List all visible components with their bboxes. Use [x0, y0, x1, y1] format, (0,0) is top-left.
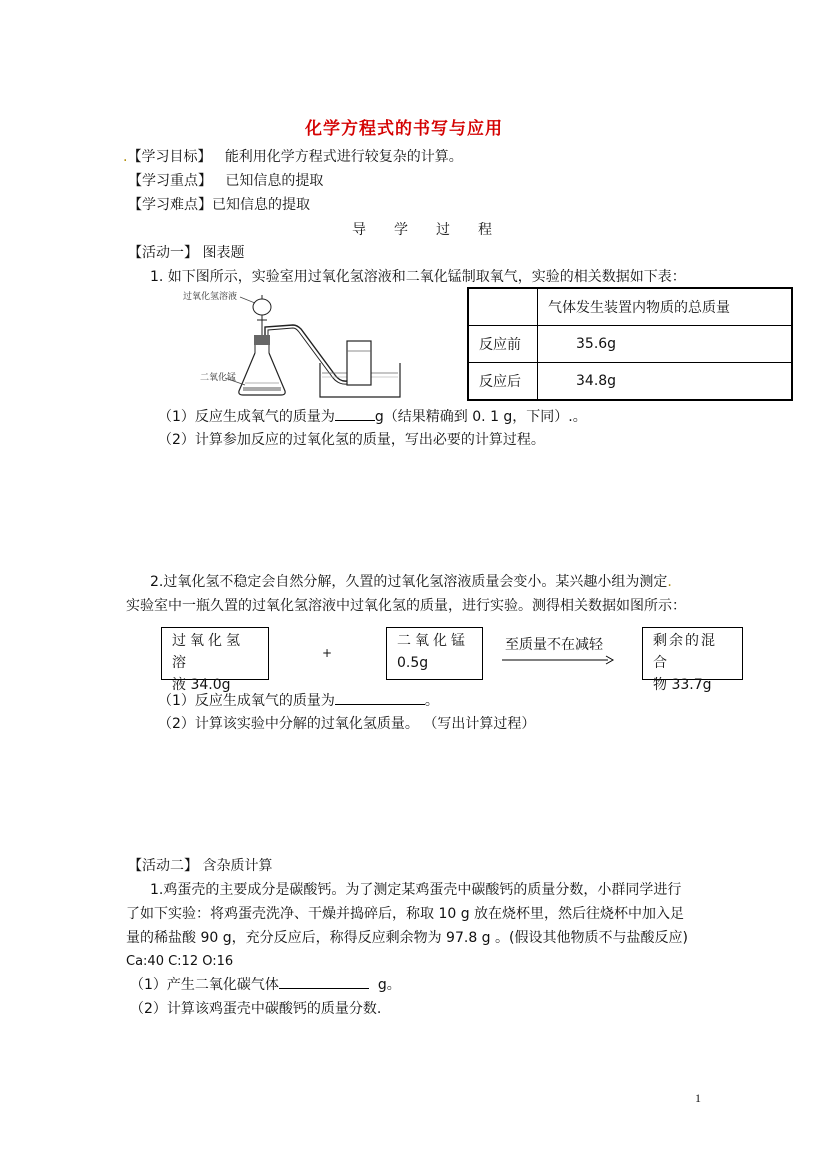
- activity1-q2-line1: 2.过氧化氢不稳定会自然分解，久置的过氧化氢溶液质量会变小。某兴趣小组为测定.: [150, 574, 672, 590]
- answer-blank[interactable]: [335, 704, 425, 705]
- goal-label: 【学习目标】: [127, 149, 212, 165]
- activity1-q1-part1: [158, 408, 587, 426]
- guide-heading: [352, 219, 520, 239]
- activity1-q2-line2: 实验室中一瓶久置的过氧化氢溶液中过氧化氢的质量，进行实验。测得相关数据如图所示：: [126, 598, 686, 614]
- row-value: 34.8g: [538, 363, 793, 401]
- learning-focus: [128, 172, 323, 190]
- difficulty-text: 已知信息的提取: [212, 197, 310, 213]
- apparatus-figure: [175, 285, 425, 403]
- page-number: 1: [695, 1091, 701, 1105]
- activity1-q1: 1. 如下图所示，实验室用过氧化氢溶液和二氧化锰制取氧气，实验的相关数据如下表：: [150, 269, 686, 285]
- flow-box-line: 过氧化氢溶: [172, 633, 244, 671]
- difficulty-label: 【学习难点】: [128, 197, 212, 213]
- focus-label: 【学习重点】: [128, 173, 212, 189]
- answer-blank[interactable]: [279, 988, 369, 989]
- table-row: [468, 326, 792, 363]
- guide-char: 学: [394, 222, 408, 238]
- flow-box-line: 0.5g: [397, 655, 429, 671]
- activity1-q1-part2: （2）计算参加反应的过氧化氢的质量，写出必要的计算过程。: [158, 432, 545, 448]
- flow-arrow-icon: [500, 654, 615, 666]
- page-title: 化学方程式的书写与应用: [305, 119, 503, 139]
- q1-part1-suffix: g（结果精确到 0. 1 g，下同）.。: [374, 409, 587, 425]
- apparatus-label-bottom: 二氧化锰: [200, 373, 237, 383]
- guide-char: 导: [352, 222, 366, 238]
- flow-box-line: 剩余的混合: [653, 633, 717, 671]
- activity1-heading: 【活动一】 图表题: [128, 245, 245, 261]
- activity2-line3: 量的稀盐酸 90 g，充分反应后，称得反应剩余物为 97.8 g 。(假设其他物质不与盐酸反应): [126, 930, 688, 946]
- a2-part1-suffix: g。: [377, 977, 401, 993]
- q2-part1-suffix: 。: [424, 693, 439, 709]
- atomic-masses: Ca:40 C:12 O:16: [126, 954, 234, 969]
- answer-blank[interactable]: [335, 420, 375, 421]
- table-corner-cell: [468, 288, 538, 326]
- flow-box-line: 二氧化锰: [397, 633, 469, 649]
- a2-part1-text: （1）产生二氧化碳气体: [130, 977, 279, 993]
- q1-part1-text: （1）反应生成氧气的质量为: [158, 409, 335, 425]
- data-table: [467, 287, 793, 401]
- activity2-part2: （2）计算该鸡蛋壳中碳酸钙的质量分数.: [130, 1001, 382, 1017]
- row-value: 35.6g: [538, 326, 793, 363]
- guide-char: 过: [436, 222, 450, 238]
- flow-plus: +: [322, 646, 333, 660]
- flow-box-catalyst: [386, 627, 483, 680]
- learning-goal: .【学习目标】 能利用化学方程式进行较复杂的计算。: [123, 149, 463, 165]
- focus-text: 已知信息的提取: [225, 173, 324, 189]
- q2-line1-text: 2.过氧化氢不稳定会自然分解，久置的过氧化氢溶液质量会变小。某兴趣小组为测定: [150, 574, 668, 590]
- table-header-cell: 气体发生装置内物质的总质量: [538, 288, 793, 326]
- row-label: 反应后: [468, 363, 538, 401]
- learning-difficulty: [128, 196, 310, 214]
- q2-part1-text: （1）反应生成氧气的质量为: [158, 693, 335, 709]
- activity2-part1: [130, 976, 401, 994]
- activity1-q2-part1: [158, 692, 439, 710]
- goal-text: 能利用化学方程式进行较复杂的计算。: [224, 149, 463, 165]
- activity2-line2: 了如下实验：将鸡蛋壳洗净、干燥并捣碎后，称取 10 g 放在烧杯里，然后往烧杯中加入足: [126, 906, 685, 922]
- apparatus-label-top: 过氧化氢溶液: [183, 292, 238, 302]
- row-label: 反应前: [468, 326, 538, 363]
- flow-box-line: 液 34.0g: [172, 677, 231, 693]
- flow-box-solution: [161, 627, 269, 693]
- flow-box-residue: [642, 627, 743, 693]
- activity2-heading: 【活动二】 含杂质计算: [128, 858, 273, 874]
- flow-arrow-label: 至质量不在减轻: [505, 637, 603, 653]
- table-header-row: [468, 288, 792, 326]
- flow-box-line: 物 33.7g: [653, 677, 712, 693]
- activity1-q2-part2: （2）计算该实验中分解的过氧化氢质量。 （写出计算过程）: [158, 716, 536, 732]
- activity2-line1: 1.鸡蛋壳的主要成分是碳酸钙。为了测定某鸡蛋壳中碳酸钙的质量分数，小群同学进行: [150, 882, 682, 898]
- table-row: [468, 363, 792, 401]
- guide-char: 程: [478, 222, 492, 238]
